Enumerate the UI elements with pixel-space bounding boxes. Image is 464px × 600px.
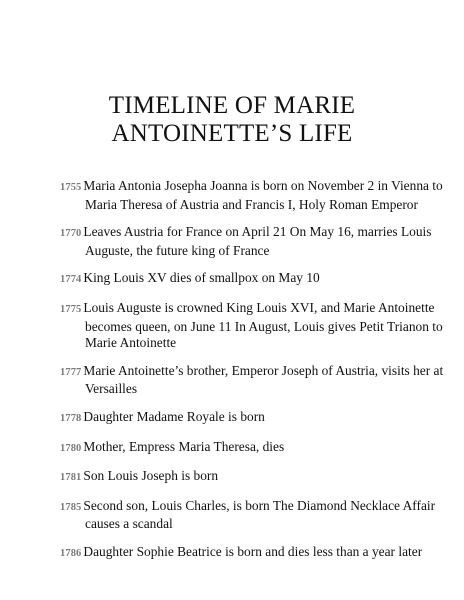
timeline-text: Daughter Sophie Beatrice is born and dies less than a year later <box>83 543 423 559</box>
timeline-year: 1770 <box>60 228 82 240</box>
timeline-entry-1775 <box>60 300 444 352</box>
timeline-year: 1785 <box>60 501 82 513</box>
timeline-entry-1777 <box>60 363 444 398</box>
timeline-text: Louis Auguste is crowned King Louis XVI, and Marie Antoinette becomes queen, on June 11 In August, Louis gives Petit Trianon to Marie Antoinette <box>83 299 443 351</box>
timeline-year: 1777 <box>60 366 82 378</box>
timeline-text: King Louis XV dies of smallpox on May 10 <box>83 270 320 286</box>
timeline-text: Maria Antonia Josepha Joanna is born on November 2 in Vienna to Maria Theresa of Austria and Francis I, Holy Roman Emperor <box>83 178 443 212</box>
timeline-entry-1774 <box>60 270 444 289</box>
timeline-year: 1755 <box>60 182 82 193</box>
timeline-entry-1778 <box>60 409 444 428</box>
timeline-entry-1785 <box>60 498 444 533</box>
timeline-year: 1786 <box>60 547 82 559</box>
timeline-text: Son Louis Joseph is born <box>83 468 219 484</box>
timeline-text: Daughter Madame Royale is born <box>83 408 265 424</box>
timeline-entry-1755 <box>60 178 444 213</box>
timeline-text: Marie Antoinette’s brother, Emperor Joseph of Austria, visits her at Versailles <box>83 362 444 397</box>
timeline-year: 1781 <box>60 472 82 484</box>
timeline-entry-1781 <box>60 468 444 487</box>
timeline-entry-1770 <box>60 224 444 259</box>
timeline-text: Second son, Louis Charles, is born The Diamond Necklace Affair causes a scandal <box>83 497 436 532</box>
timeline-year: 1778 <box>60 412 82 424</box>
timeline-year: 1774 <box>60 274 82 286</box>
page-title-line-1: TIMELINE OF MARIE <box>108 92 356 119</box>
timeline-text: Leaves Austria for France on April 21 On May 16, marries Louis Auguste, the future king of France <box>83 224 432 258</box>
timeline-entry-1780 <box>60 439 444 458</box>
page-title-line-2: ANTOINETTE’S LIFE <box>111 120 353 147</box>
page-title <box>0 92 464 148</box>
timeline-list <box>60 178 444 574</box>
timeline-year: 1780 <box>60 442 82 454</box>
timeline-year: 1775 <box>60 303 82 315</box>
timeline-entry-1786 <box>60 544 444 563</box>
timeline-text: Mother, Empress Maria Theresa, dies <box>83 438 285 454</box>
